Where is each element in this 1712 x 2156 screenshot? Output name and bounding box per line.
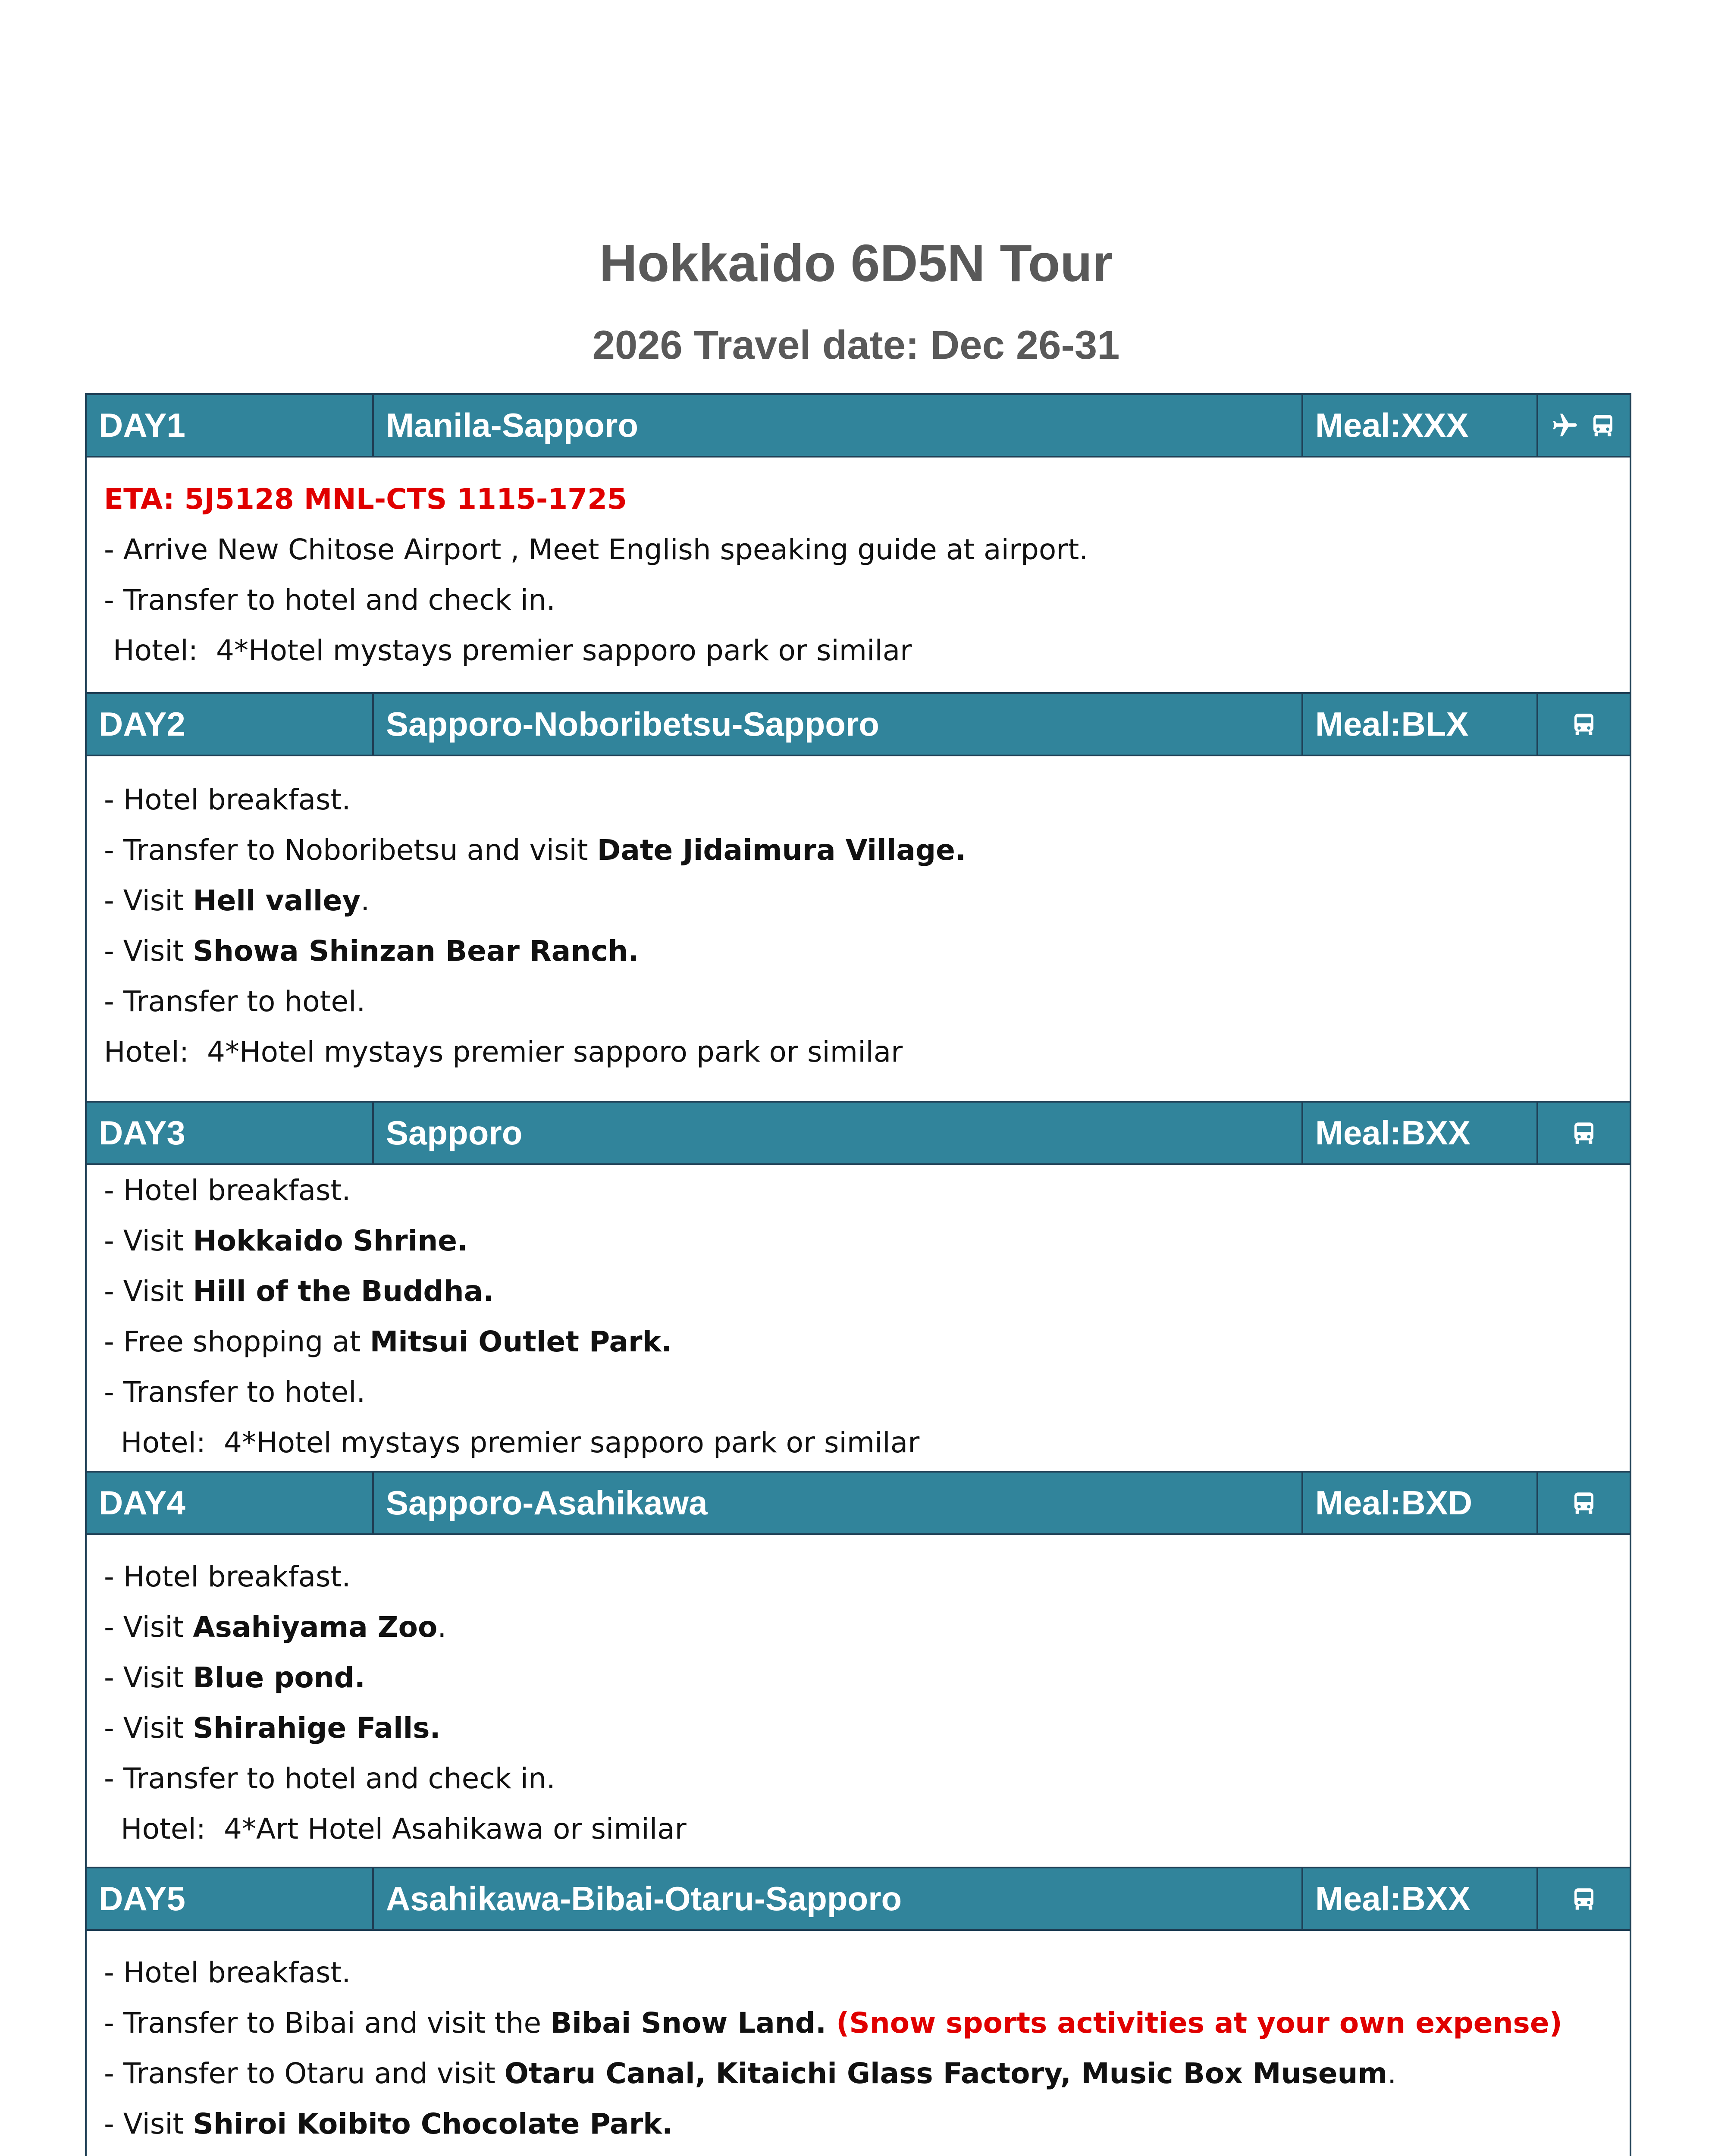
itinerary-line bbox=[104, 1602, 1630, 1652]
itinerary-line bbox=[104, 1165, 1630, 1216]
meal-label: Meal:BXD bbox=[1303, 1473, 1538, 1533]
line-text: . bbox=[437, 1611, 447, 1644]
itinerary-line bbox=[104, 1417, 1630, 1468]
highlight-place: Date Jidaimura Village. bbox=[597, 834, 966, 867]
expense-note: (Snow sports activities at your own expense) bbox=[826, 2006, 1562, 2040]
day-header bbox=[87, 1868, 1630, 1931]
day-label: DAY4 bbox=[87, 1473, 374, 1533]
day-header bbox=[87, 1103, 1630, 1165]
day-details bbox=[87, 1165, 1630, 1473]
transport-icons bbox=[1538, 1103, 1630, 1163]
highlight-place: Blue pond. bbox=[193, 1661, 365, 1694]
line-text: - Transfer to Noboribetsu and visit bbox=[104, 834, 597, 867]
day-label: DAY2 bbox=[87, 694, 374, 755]
meal-label: Meal:BXX bbox=[1303, 1868, 1538, 1929]
line-text: - Visit bbox=[104, 1711, 193, 1745]
highlight-place: Hokkaido Shrine. bbox=[193, 1224, 468, 1257]
itinerary-line bbox=[104, 926, 1630, 976]
itinerary-line bbox=[104, 575, 1630, 625]
line-text: - Hotel breakfast. bbox=[104, 1956, 351, 1989]
itinerary-line bbox=[104, 1703, 1630, 1753]
itinerary-line bbox=[104, 976, 1630, 1027]
route-label: Manila-Sapporo bbox=[374, 395, 1303, 456]
line-text: - Hotel breakfast. bbox=[104, 1174, 351, 1207]
highlight-place: Shiroi Koibito Chocolate Park. bbox=[193, 2107, 673, 2140]
itinerary-line bbox=[104, 2048, 1630, 2099]
route-label: Sapporo-Asahikawa bbox=[374, 1473, 1303, 1533]
bus-icon bbox=[1570, 1489, 1598, 1517]
day-header bbox=[87, 1473, 1630, 1535]
line-text: - Transfer to hotel. bbox=[104, 1376, 366, 1409]
highlight-place: Shirahige Falls. bbox=[193, 1711, 441, 1745]
bus-icon bbox=[1589, 411, 1617, 440]
itinerary-line bbox=[104, 1027, 1630, 1077]
line-text: - Transfer to Otaru and visit bbox=[104, 2057, 505, 2090]
line-text: - Arrive New Chitose Airport , Meet English speaking guide at airport. bbox=[104, 533, 1088, 566]
itinerary-line bbox=[104, 1652, 1630, 1703]
itinerary-table bbox=[85, 393, 1631, 2156]
highlight-place: Mitsui Outlet Park. bbox=[370, 1325, 672, 1358]
itinerary-line bbox=[104, 774, 1630, 825]
transport-icons bbox=[1538, 1868, 1630, 1929]
highlight-place: Asahiyama Zoo bbox=[193, 1611, 438, 1644]
day-header bbox=[87, 395, 1630, 458]
itinerary-line bbox=[104, 2099, 1630, 2149]
line-text: . bbox=[1387, 2057, 1397, 2090]
transport-icons bbox=[1538, 1473, 1630, 1533]
itinerary-line bbox=[104, 524, 1630, 575]
flight-eta: ETA: 5J5128 MNL-CTS 1115-1725 bbox=[104, 483, 627, 516]
highlight-place: Bibai Snow Land. bbox=[550, 2006, 827, 2040]
itinerary-line bbox=[104, 825, 1630, 875]
line-text: - Visit bbox=[104, 884, 193, 917]
line-text: - Visit bbox=[104, 934, 193, 968]
day-header bbox=[87, 694, 1630, 756]
meal-label: Meal:XXX bbox=[1303, 395, 1538, 456]
line-text: . bbox=[361, 884, 370, 917]
itinerary-line bbox=[104, 2149, 1630, 2156]
line-text: - Visit bbox=[104, 1611, 193, 1644]
line-text: - Transfer to hotel and check in. bbox=[104, 583, 555, 617]
itinerary-line bbox=[104, 1804, 1630, 1854]
itinerary-line bbox=[104, 625, 1630, 676]
highlight-place: Otaru Canal, Kitaichi Glass Factory, Music Box Museum bbox=[504, 2057, 1388, 2090]
meal-label: Meal:BXX bbox=[1303, 1103, 1538, 1163]
plane-icon bbox=[1551, 411, 1579, 440]
itinerary-line bbox=[104, 1947, 1630, 1998]
itinerary-line bbox=[104, 1753, 1630, 1804]
itinerary-line bbox=[104, 1998, 1630, 2048]
itinerary-line bbox=[104, 1367, 1630, 1417]
day-label: DAY3 bbox=[87, 1103, 374, 1163]
line-text: - Transfer to Bibai and visit the bbox=[104, 2006, 551, 2040]
day-details bbox=[87, 1535, 1630, 1868]
line-text: - Hotel breakfast. bbox=[104, 1560, 351, 1593]
meal-label: Meal:BLX bbox=[1303, 694, 1538, 755]
line-text: - Visit bbox=[104, 1224, 193, 1257]
line-text: - Free shopping at bbox=[104, 1325, 370, 1358]
highlight-place: Hill of the Buddha. bbox=[193, 1275, 494, 1308]
line-text: - Transfer to hotel. bbox=[104, 985, 366, 1018]
line-text: - Hotel breakfast. bbox=[104, 783, 351, 816]
route-label: Sapporo bbox=[374, 1103, 1303, 1163]
day-label: DAY1 bbox=[87, 395, 374, 456]
line-text: Hotel: 4*Hotel mystays premier sapporo park or similar bbox=[112, 1426, 920, 1459]
transport-icons bbox=[1538, 395, 1630, 456]
itinerary-line bbox=[104, 1266, 1630, 1316]
bus-icon bbox=[1570, 1885, 1598, 1913]
line-text: Hotel: 4*Hotel mystays premier sapporo park or similar bbox=[104, 1035, 903, 1069]
itinerary-line bbox=[104, 875, 1630, 926]
bus-icon bbox=[1570, 710, 1598, 739]
bus-icon bbox=[1570, 1119, 1598, 1147]
itinerary-line bbox=[104, 1316, 1630, 1367]
itinerary-line bbox=[104, 1551, 1630, 1602]
highlight-place: Hell valley bbox=[193, 884, 361, 917]
line-text: - Transfer to hotel and check in. bbox=[104, 1762, 555, 1795]
line-text: - Visit bbox=[104, 1661, 193, 1694]
line-text: Hotel: 4*Hotel mystays premier sapporo park or similar bbox=[104, 634, 912, 667]
route-label: Sapporo-Noboribetsu-Sapporo bbox=[374, 694, 1303, 755]
day-details bbox=[87, 756, 1630, 1103]
line-text: - Visit bbox=[104, 2107, 193, 2140]
line-text: Hotel: 4*Art Hotel Asahikawa or similar bbox=[112, 1812, 687, 1846]
transport-icons bbox=[1538, 694, 1630, 755]
line-text: - Visit bbox=[104, 1275, 193, 1308]
day-details bbox=[87, 458, 1630, 694]
day-label: DAY5 bbox=[87, 1868, 374, 1929]
route-label: Asahikawa-Bibai-Otaru-Sapporo bbox=[374, 1868, 1303, 1929]
day-details bbox=[87, 1931, 1630, 2156]
highlight-place: Showa Shinzan Bear Ranch. bbox=[193, 934, 639, 968]
travel-date-subtitle: 2026 Travel date: Dec 26-31 bbox=[592, 322, 1120, 367]
itinerary-line bbox=[104, 1216, 1630, 1266]
page-title: Hokkaido 6D5N Tour bbox=[599, 234, 1113, 292]
